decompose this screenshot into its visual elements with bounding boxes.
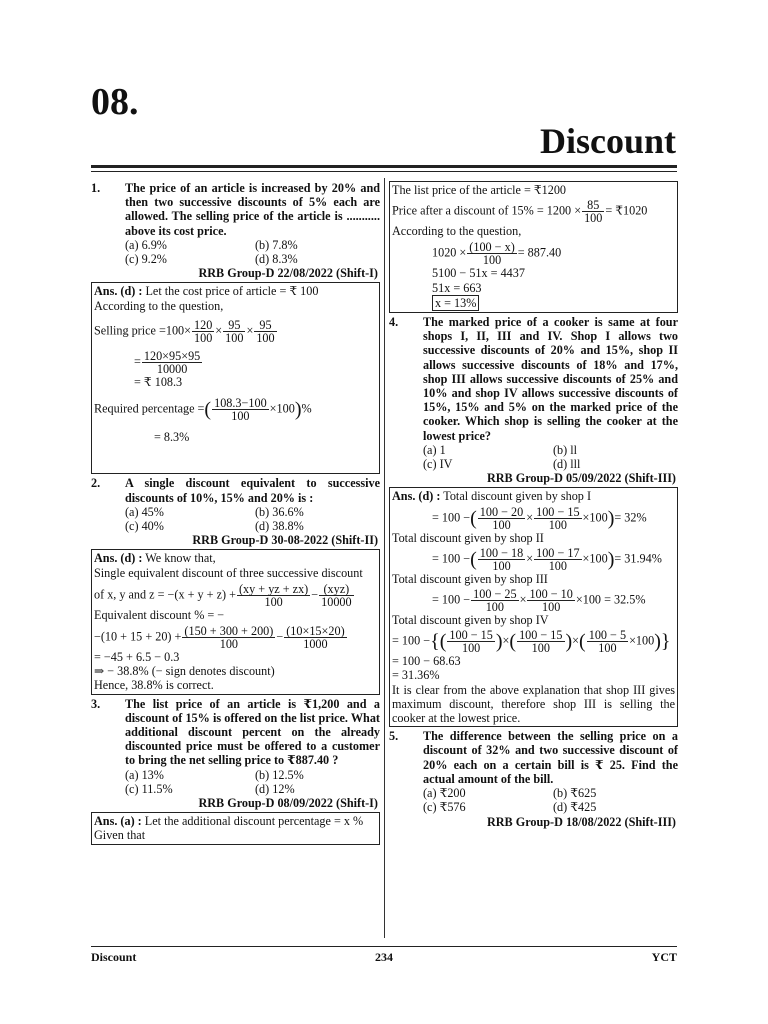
source-q5: RRB Group-D 18/08/2022 (Shift-III) bbox=[486, 814, 676, 829]
chapter-number: 08. bbox=[91, 81, 139, 123]
question-3: 3. The list price of an article is ₹1,200 and a discount of 15% is offered on the list price. What additional discount percent on the already discounted price must be offered to a customer to bring the net selling price to ₹887.40 ? bbox=[91, 696, 380, 768]
option-a: (a) 1 bbox=[423, 442, 446, 457]
option-d: (d) lll bbox=[553, 457, 581, 472]
options-q4 bbox=[423, 443, 678, 471]
column-separator bbox=[384, 178, 385, 938]
right-column bbox=[389, 181, 678, 829]
question-1: 1. The price of an article is increased by 20% and then two successive discounts of 5% each are allowed. The selling price of the article is ........... above its cost price. bbox=[91, 181, 380, 238]
source-q3: RRB Group-D 08/09/2022 (Shift-I) bbox=[198, 796, 378, 811]
answer-box-q4: Ans. (d) : Total discount given by shop I = 100 −( $\frac{100 - 20}{100}$ × $\frac{100 - 15}{100}$ ×100)= 32% Total discount given by shop II = 100 −( $\frac{100 - 18}{100}$ × $\frac{100 - 17}{100}$ ×100)= 31.94% Total discount given by shop III = 100 − $\frac{100 - 25}{100}$ × $\frac{100 - 10}{100}$ ×100 = 32.5% Total discount given by shop IV = 100 −{( $\frac{100 - 15}{100}$ )×( $\frac{100 - 15}{100}$ )×( $\frac{100 - 5}{100}$ ×100)} = 100 − 68.63 = 31.36% It is clear from the above explanation that shop III gives maximum discount, therefore shop III is selling the cooker at the lowest price. bbox=[389, 487, 678, 727]
option-d: (d) ₹425 bbox=[553, 800, 597, 815]
page-number: 234 bbox=[375, 950, 393, 964]
source-q4: RRB Group-D 05/09/2022 (Shift-III) bbox=[486, 471, 676, 486]
option-d: (d) 38.8% bbox=[255, 519, 304, 534]
answer-box-q3-start: Ans. (a) : Let the additional discount percentage = x % Given that bbox=[91, 812, 380, 844]
source-q2: RRB Group-D 30-08-2022 (Shift-II) bbox=[192, 533, 378, 548]
option-a: (a) ₹200 bbox=[423, 786, 466, 801]
options-q1 bbox=[125, 238, 380, 266]
option-a: (a) 13% bbox=[125, 767, 164, 782]
option-b: (b) ₹625 bbox=[553, 786, 597, 801]
options-q3 bbox=[125, 768, 380, 796]
header-rule-thin bbox=[91, 171, 677, 172]
left-column bbox=[91, 181, 380, 847]
option-c: (c) 11.5% bbox=[125, 781, 173, 796]
footer-chapter: Discount bbox=[91, 950, 137, 964]
option-b: (b) 12.5% bbox=[255, 767, 304, 782]
final-answer-box: x = 13% bbox=[432, 295, 479, 311]
question-2: 2. A single discount equivalent to successive discounts of 10%, 15% and 20% is : bbox=[91, 476, 380, 505]
option-c: (c) 9.2% bbox=[125, 252, 167, 267]
question-5: 5. The difference between the selling price on a discount of 32% and two successive discount of 20% each on a certain bill is ₹ 25. Find the actual amount of the bill. bbox=[389, 729, 678, 786]
option-d: (d) 8.3% bbox=[255, 252, 298, 267]
answer-box-q2: Ans. (d) : We know that, Single equivalent discount of three successive discount of x, y and z = −(x + y + z) + $\frac{(xy + yz + zx)}{100}$ − $\frac{\text{(xyz)}}{10000}$ Equivalent discount % = − −(10 + 15 + 20) + $\frac{(150 + 300 + 200)}{100}$ − $\frac{(10\times 15\times 20)}{1000}$ = −45 + 6.5 − 0.3 ⇒ − 38.8% (− sign denotes discount) Hence, 38.8% is correct. bbox=[91, 549, 380, 694]
option-d: (d) 12% bbox=[255, 781, 295, 796]
answer-box-q1: Ans. (d) : Let the cost price of article = ₹ 100 According to the question, Selling price =100× $\frac{120}{100}$ × $\frac{95}{100}$ × $\frac{95}{100}$ = $\frac{120\times 95\times 95}{10000}$ = ₹ 108.3 Required percentage =( $\frac{108.3-100}{100}$ ×100)% = 8.3% bbox=[91, 282, 380, 474]
option-a: (a) 6.9% bbox=[125, 237, 167, 252]
page-footer bbox=[91, 946, 677, 964]
option-b: (b) ll bbox=[553, 442, 578, 457]
option-c: (c) IV bbox=[423, 457, 453, 472]
footer-publisher: YCT bbox=[651, 950, 677, 964]
option-c: (c) ₹576 bbox=[423, 800, 466, 815]
answer-box-q3-cont: The list price of the article = ₹1200 Price after a discount of 15% = 1200 × $\frac{85}{100}$ = ₹1020 According to the question, 1020 × $\frac{(100 - x)}{100}$ = 887.40 5100 − 51x = 4437 51x = 663 x = 13% bbox=[389, 181, 678, 313]
option-b: (b) 36.6% bbox=[255, 504, 304, 519]
options-q5 bbox=[423, 786, 678, 814]
option-a: (a) 45% bbox=[125, 504, 164, 519]
option-c: (c) 40% bbox=[125, 519, 164, 534]
question-4: 4. The marked price of a cooker is same at four shops I, II, III and IV. Shop I allows two successive discounts of 20% and 15%, shop II allows successive discounts of 18% and 17%, shop III allows successive discounts of 25% and 10% and shop IV allows successive discounts of 15%, 15% and 5% on the marked price of the cooker. Which shop is selling the cooker at the lowest price? bbox=[389, 315, 678, 443]
source-q1: RRB Group-D 22/08/2022 (Shift-I) bbox=[198, 266, 378, 281]
option-b: (b) 7.8% bbox=[255, 237, 298, 252]
options-q2 bbox=[125, 505, 380, 533]
header-rule bbox=[91, 165, 677, 168]
chapter-title: Discount bbox=[539, 121, 676, 161]
